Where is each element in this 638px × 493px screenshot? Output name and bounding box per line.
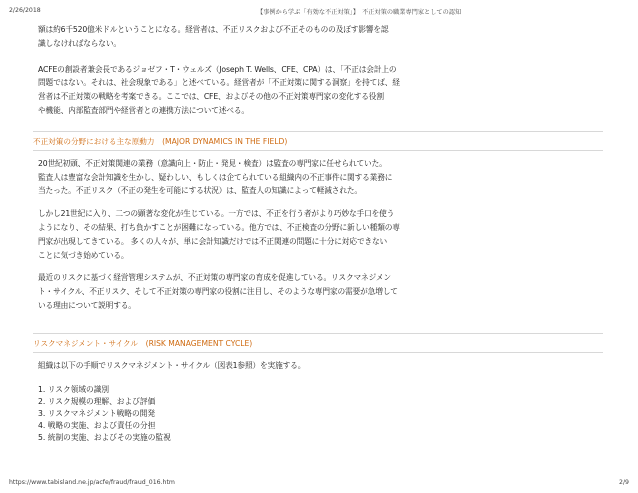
dynamics-p2-line-1: しかし21世紀に入り、二つの顕著な変化が生じている。一方では、不正を行う者がより巧妙な手口を使う bbox=[38, 209, 395, 219]
acfe-line-1: ACFEの創設者兼会長であるジョゼフ・T・ウェルズ（Joseph T. Wells、CFE、CPA）は、「不正は会計上の bbox=[38, 64, 397, 74]
print-date: 2/26/2018 bbox=[9, 7, 41, 14]
list-item: 3. リスクマネジメント戦略の開発 bbox=[38, 408, 156, 418]
article-body bbox=[33, 20, 603, 445]
dynamics-p3-line-2: ト・サイクル、不正リスク、そして不正対策の専門家の役割に注目し、そのような専門家の需要が急増して bbox=[38, 287, 398, 297]
acfe-line-2: 問題ではない。それは、社会現象である」と述べている。経営者が「不正対策に関する洞察」を持てば、経 bbox=[38, 78, 400, 88]
acfe-line-3: 営者は不正対策の戦略を考案できる。ここでは、CFE、およびその他の不正対策専門家の変化する役割 bbox=[38, 92, 384, 102]
intro-line-1: 額は約6千520億米ドルということになる。経営者は、不正リスクおよび不正そのものの及ぼす影響を認 bbox=[38, 25, 389, 34]
list-item: 1. リスク領域の識別 bbox=[38, 384, 110, 394]
risk-cycle-intro: 組織は以下の手順でリスクマネジメント・サイクル（図表1参照）を実施する。 bbox=[38, 360, 306, 370]
intro-line-2: 識しなければならない。 bbox=[38, 38, 121, 48]
dynamics-p1-line-1: 20世紀初頭、不正対策関連の業務（意識向上・防止・発見・検査）は監査の専門家に任せられていた。 bbox=[38, 158, 387, 168]
list-item: 5. 統制の実施、およびその実施の監視 bbox=[38, 433, 171, 443]
print-header bbox=[9, 7, 629, 19]
list-item: 4. 戦略の実施、および責任の分担 bbox=[38, 421, 156, 431]
dynamics-p2-line-2: ようになり、その結果、打ち負かすことが困難になっている。他方では、不正検査の分野に新しい種類の専 bbox=[38, 222, 400, 232]
dynamics-p3-line-1: 最近のリスクに基づく経営管理システムが、不正対策の専門家の育成を促進している。リスクマネジメン bbox=[38, 273, 391, 283]
dynamics-p3-line-3: いる理由について説明する。 bbox=[38, 300, 136, 310]
dynamics-p2-line-4: ことに気づき始めている。 bbox=[38, 250, 129, 260]
dynamics-p1-line-3: 当たった。不正リスク（不正の発生を可能にする状況）は、監査人の知識によって軽減された。 bbox=[38, 186, 362, 196]
section-heading-dynamics: 不正対策の分野における主な原動力 (MAJOR DYNAMICS IN THE FIELD) bbox=[33, 136, 288, 146]
acfe-line-4: や機能、内部監査部門や経営者との連携方法について述べる。 bbox=[38, 105, 249, 115]
risk-cycle-steps bbox=[33, 384, 603, 445]
print-page-title: 【事例から学ぶ「有効な不正対策」】 不正対策の職業専門家としての認知 bbox=[257, 9, 462, 16]
section-heading-risk-cycle: リスクマネジメント・サイクル (RISK MANAGEMENT CYCLE) bbox=[33, 338, 253, 348]
page-url: https://www.tabisland.ne.jp/acfe/fraud/fraud_016.htm bbox=[9, 479, 175, 486]
print-footer bbox=[9, 479, 629, 489]
dynamics-p2-line-3: 門家が出現してきている。 多くの人々が、単に会計知識だけでは不正関連の問題に十分に対応できない bbox=[38, 236, 388, 246]
list-item: 2. リスク規模の理解、および評価 bbox=[38, 396, 156, 406]
page-number: 2/9 bbox=[619, 479, 629, 486]
dynamics-p1-line-2: 監査人は豊富な会計知識を生かし、疑わしい、もしくは企てられている組織内の不正事件に関する業務に bbox=[38, 172, 393, 182]
